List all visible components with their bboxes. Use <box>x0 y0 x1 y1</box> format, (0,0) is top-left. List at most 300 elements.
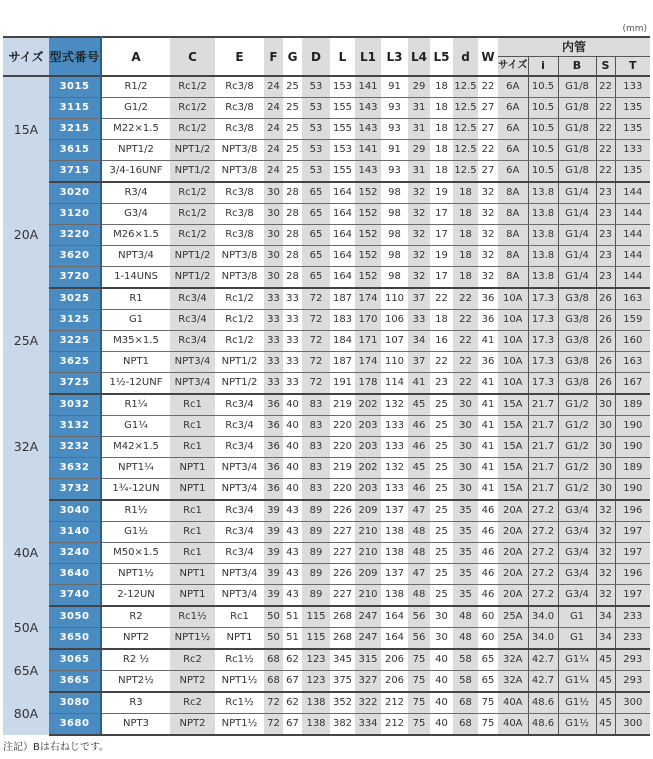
cell-L4: 33 <box>408 310 430 331</box>
cell-model: 3632 <box>49 458 101 479</box>
cell-D: 53 <box>302 76 330 98</box>
cell-G: 62 <box>283 692 302 714</box>
cell-S: 30 <box>596 479 615 501</box>
cell-C: Rc1/2 <box>170 98 215 119</box>
cell-S: 26 <box>596 331 615 352</box>
cell-L5: 25 <box>430 500 453 522</box>
cell-D: 53 <box>302 119 330 140</box>
header-inner-pipe: 内管 <box>498 37 650 57</box>
cell-D: 83 <box>302 437 330 458</box>
cell-F: 68 <box>264 649 283 671</box>
cell-L1: 247 <box>355 606 381 628</box>
cell-B: G1/8 <box>558 76 596 98</box>
cell-T: 144 <box>615 267 650 289</box>
cell-D: 89 <box>302 564 330 585</box>
cell-W: 46 <box>478 585 498 607</box>
cell-inner-size: 20A <box>498 522 528 543</box>
cell-W: 41 <box>478 331 498 352</box>
cell-G: 67 <box>283 671 302 693</box>
cell-S: 30 <box>596 437 615 458</box>
cell-W: 36 <box>478 288 498 310</box>
cell-T: 144 <box>615 182 650 204</box>
cell-model: 3740 <box>49 585 101 607</box>
cell-model: 3215 <box>49 119 101 140</box>
cell-C: Rc3/4 <box>170 310 215 331</box>
cell-L4: 48 <box>408 543 430 564</box>
cell-G: 28 <box>283 267 302 289</box>
cell-model: 3120 <box>49 204 101 225</box>
cell-model: 3040 <box>49 500 101 522</box>
cell-A: R1/2 <box>101 76 170 98</box>
cell-G: 33 <box>283 352 302 373</box>
cell-T: 160 <box>615 331 650 352</box>
cell-inner-size: 10A <box>498 373 528 395</box>
cell-L3: 132 <box>381 394 408 416</box>
cell-D: 72 <box>302 331 330 352</box>
cell-L5: 18 <box>430 310 453 331</box>
cell-L1: 152 <box>355 204 381 225</box>
cell-i: 27.2 <box>528 585 558 607</box>
size-group-label: 15A <box>3 76 49 182</box>
cell-E: Rc3/8 <box>215 98 264 119</box>
header-L5: L5 <box>430 37 453 76</box>
cell-C: Rc3/4 <box>170 331 215 352</box>
cell-T: 293 <box>615 649 650 671</box>
cell-L: 164 <box>330 182 355 204</box>
cell-L: 164 <box>330 225 355 246</box>
cell-C: Rc1/2 <box>170 182 215 204</box>
cell-L1: 178 <box>355 373 381 395</box>
cell-model: 3715 <box>49 161 101 183</box>
cell-G: 28 <box>283 204 302 225</box>
table-row <box>3 500 650 522</box>
cell-E: NPT3/8 <box>215 161 264 183</box>
cell-F: 24 <box>264 98 283 119</box>
cell-L3: 98 <box>381 246 408 267</box>
cell-L4: 37 <box>408 352 430 373</box>
cell-W: 65 <box>478 671 498 693</box>
cell-D: 72 <box>302 373 330 395</box>
cell-E: Rc3/4 <box>215 522 264 543</box>
cell-L5: 22 <box>430 352 453 373</box>
cell-E: NPT3/4 <box>215 458 264 479</box>
cell-W: 32 <box>478 225 498 246</box>
cell-d: 30 <box>453 416 478 437</box>
cell-L1: 203 <box>355 437 381 458</box>
cell-L3: 133 <box>381 479 408 501</box>
cell-L1: 141 <box>355 140 381 161</box>
cell-d: 18 <box>453 204 478 225</box>
size-group-label: 25A <box>3 288 49 394</box>
cell-d: 22 <box>453 331 478 352</box>
cell-B: G3/8 <box>558 352 596 373</box>
cell-L3: 133 <box>381 437 408 458</box>
cell-G: 25 <box>283 119 302 140</box>
cell-S: 45 <box>596 671 615 693</box>
header-T: T <box>615 57 650 77</box>
cell-D: 138 <box>302 714 330 736</box>
cell-i: 21.7 <box>528 458 558 479</box>
cell-W: 27 <box>478 98 498 119</box>
cell-D: 53 <box>302 140 330 161</box>
cell-G: 43 <box>283 543 302 564</box>
cell-D: 72 <box>302 310 330 331</box>
cell-T: 144 <box>615 225 650 246</box>
cell-inner-size: 8A <box>498 225 528 246</box>
cell-C: NPT1 <box>170 564 215 585</box>
cell-i: 27.2 <box>528 522 558 543</box>
cell-L1: 174 <box>355 288 381 310</box>
cell-model: 3625 <box>49 352 101 373</box>
cell-F: 33 <box>264 288 283 310</box>
cell-inner-size: 6A <box>498 161 528 183</box>
cell-F: 30 <box>264 267 283 289</box>
cell-E: Rc3/4 <box>215 543 264 564</box>
cell-S: 34 <box>596 628 615 650</box>
table-row <box>3 246 650 267</box>
cell-L1: 315 <box>355 649 381 671</box>
cell-T: 197 <box>615 543 650 564</box>
spec-table <box>3 36 650 736</box>
cell-S: 45 <box>596 714 615 736</box>
cell-L4: 48 <box>408 585 430 607</box>
cell-G: 51 <box>283 628 302 650</box>
cell-L5: 25 <box>430 479 453 501</box>
cell-E: NPT1/2 <box>215 352 264 373</box>
cell-W: 65 <box>478 649 498 671</box>
cell-L5: 17 <box>430 225 453 246</box>
cell-d: 30 <box>453 437 478 458</box>
cell-L5: 25 <box>430 585 453 607</box>
cell-A: M35×1.5 <box>101 331 170 352</box>
cell-B: G1/2 <box>558 437 596 458</box>
cell-C: Rc1½ <box>170 606 215 628</box>
cell-model: 3025 <box>49 288 101 310</box>
cell-inner-size: 6A <box>498 119 528 140</box>
cell-A: R1½ <box>101 500 170 522</box>
cell-G: 67 <box>283 714 302 736</box>
header-L1: L1 <box>355 37 381 76</box>
cell-E: NPT3/4 <box>215 479 264 501</box>
cell-L3: 91 <box>381 76 408 98</box>
cell-L: 345 <box>330 649 355 671</box>
cell-L4: 46 <box>408 479 430 501</box>
cell-G: 28 <box>283 246 302 267</box>
header-inner-size: サイズ <box>498 57 528 77</box>
cell-D: 123 <box>302 671 330 693</box>
cell-L1: 202 <box>355 394 381 416</box>
cell-model: 3125 <box>49 310 101 331</box>
cell-T: 144 <box>615 246 650 267</box>
cell-E: Rc3/4 <box>215 394 264 416</box>
cell-L4: 75 <box>408 692 430 714</box>
cell-L3: 138 <box>381 543 408 564</box>
cell-C: NPT1/2 <box>170 267 215 289</box>
cell-F: 24 <box>264 76 283 98</box>
cell-F: 36 <box>264 394 283 416</box>
cell-model: 3015 <box>49 76 101 98</box>
cell-L5: 25 <box>430 458 453 479</box>
cell-S: 23 <box>596 182 615 204</box>
cell-D: 53 <box>302 98 330 119</box>
cell-D: 89 <box>302 500 330 522</box>
cell-d: 12.5 <box>453 119 478 140</box>
header-S: S <box>596 57 615 77</box>
cell-L4: 47 <box>408 500 430 522</box>
cell-d: 68 <box>453 692 478 714</box>
cell-d: 22 <box>453 310 478 331</box>
cell-A: R3 <box>101 692 170 714</box>
cell-B: G1¼ <box>558 671 596 693</box>
cell-L: 220 <box>330 437 355 458</box>
cell-B: G3/4 <box>558 585 596 607</box>
cell-inner-size: 10A <box>498 352 528 373</box>
table-row <box>3 373 650 395</box>
cell-L5: 16 <box>430 331 453 352</box>
cell-B: G3/8 <box>558 288 596 310</box>
cell-L3: 107 <box>381 331 408 352</box>
cell-G: 43 <box>283 585 302 607</box>
cell-F: 33 <box>264 310 283 331</box>
cell-L5: 17 <box>430 267 453 289</box>
cell-i: 21.7 <box>528 479 558 501</box>
cell-L5: 30 <box>430 628 453 650</box>
cell-L: 155 <box>330 161 355 183</box>
cell-D: 65 <box>302 182 330 204</box>
cell-W: 75 <box>478 714 498 736</box>
cell-d: 48 <box>453 606 478 628</box>
cell-A: G3/4 <box>101 204 170 225</box>
table-row <box>3 76 650 98</box>
cell-L: 155 <box>330 98 355 119</box>
cell-d: 30 <box>453 394 478 416</box>
cell-B: G1 <box>558 606 596 628</box>
cell-inner-size: 6A <box>498 98 528 119</box>
cell-L1: 143 <box>355 161 381 183</box>
cell-T: 133 <box>615 140 650 161</box>
cell-C: NPT1 <box>170 585 215 607</box>
cell-T: 197 <box>615 522 650 543</box>
cell-F: 30 <box>264 204 283 225</box>
cell-A: G1 <box>101 310 170 331</box>
cell-i: 42.7 <box>528 649 558 671</box>
header-A: A <box>101 37 170 76</box>
cell-model: 3680 <box>49 714 101 736</box>
cell-B: G1/4 <box>558 182 596 204</box>
cell-A: G1¼ <box>101 416 170 437</box>
cell-L4: 32 <box>408 204 430 225</box>
table-row <box>3 331 650 352</box>
cell-model: 3140 <box>49 522 101 543</box>
cell-A: 3/4-16UNF <box>101 161 170 183</box>
cell-i: 17.3 <box>528 373 558 395</box>
cell-S: 32 <box>596 522 615 543</box>
cell-inner-size: 10A <box>498 331 528 352</box>
cell-i: 10.5 <box>528 119 558 140</box>
cell-L5: 22 <box>430 288 453 310</box>
table-row <box>3 714 650 736</box>
cell-L1: 334 <box>355 714 381 736</box>
cell-L5: 30 <box>430 606 453 628</box>
cell-model: 3020 <box>49 182 101 204</box>
cell-L5: 40 <box>430 692 453 714</box>
cell-E: NPT3/4 <box>215 585 264 607</box>
cell-L: 191 <box>330 373 355 395</box>
cell-G: 40 <box>283 437 302 458</box>
cell-B: G3/8 <box>558 373 596 395</box>
cell-B: G1¼ <box>558 649 596 671</box>
cell-B: G3/4 <box>558 564 596 585</box>
cell-E: Rc3/8 <box>215 76 264 98</box>
cell-d: 35 <box>453 522 478 543</box>
cell-inner-size: 20A <box>498 500 528 522</box>
cell-L1: 210 <box>355 543 381 564</box>
header-size: サイズ <box>3 37 49 76</box>
cell-L: 220 <box>330 479 355 501</box>
cell-inner-size: 8A <box>498 204 528 225</box>
cell-L5: 19 <box>430 246 453 267</box>
cell-inner-size: 15A <box>498 394 528 416</box>
cell-L4: 46 <box>408 416 430 437</box>
cell-A: NPT2 <box>101 628 170 650</box>
cell-i: 21.7 <box>528 394 558 416</box>
cell-i: 21.7 <box>528 416 558 437</box>
cell-W: 46 <box>478 564 498 585</box>
cell-C: Rc1 <box>170 543 215 564</box>
cell-L3: 138 <box>381 522 408 543</box>
cell-L3: 212 <box>381 692 408 714</box>
cell-B: G1/4 <box>558 246 596 267</box>
cell-W: 27 <box>478 119 498 140</box>
cell-S: 32 <box>596 585 615 607</box>
header-L3: L3 <box>381 37 408 76</box>
cell-L: 153 <box>330 76 355 98</box>
table-row <box>3 310 650 331</box>
cell-S: 30 <box>596 394 615 416</box>
cell-F: 30 <box>264 246 283 267</box>
cell-T: 293 <box>615 671 650 693</box>
cell-W: 41 <box>478 394 498 416</box>
cell-T: 135 <box>615 119 650 140</box>
cell-i: 27.2 <box>528 543 558 564</box>
cell-S: 23 <box>596 267 615 289</box>
cell-i: 27.2 <box>528 564 558 585</box>
cell-L4: 29 <box>408 140 430 161</box>
cell-L5: 25 <box>430 437 453 458</box>
header-G: G <box>283 37 302 76</box>
cell-d: 35 <box>453 500 478 522</box>
cell-L: 382 <box>330 714 355 736</box>
cell-B: G3/4 <box>558 522 596 543</box>
cell-L4: 45 <box>408 394 430 416</box>
cell-i: 10.5 <box>528 140 558 161</box>
cell-G: 43 <box>283 500 302 522</box>
cell-S: 22 <box>596 119 615 140</box>
table-row <box>3 437 650 458</box>
footnote: 注記）Bは右ねじです。 <box>3 742 110 753</box>
cell-model: 3725 <box>49 373 101 395</box>
cell-L1: 327 <box>355 671 381 693</box>
cell-E: NPT3/4 <box>215 564 264 585</box>
cell-model: 3620 <box>49 246 101 267</box>
cell-T: 197 <box>615 585 650 607</box>
cell-G: 62 <box>283 649 302 671</box>
cell-L: 352 <box>330 692 355 714</box>
cell-d: 18 <box>453 246 478 267</box>
cell-G: 28 <box>283 225 302 246</box>
cell-F: 39 <box>264 543 283 564</box>
cell-A: 2-12UN <box>101 585 170 607</box>
cell-d: 18 <box>453 267 478 289</box>
cell-A: R2 <box>101 606 170 628</box>
cell-L: 187 <box>330 288 355 310</box>
table-row <box>3 140 650 161</box>
header-L4: L4 <box>408 37 430 76</box>
cell-L3: 110 <box>381 352 408 373</box>
cell-d: 22 <box>453 352 478 373</box>
cell-inner-size: 10A <box>498 310 528 331</box>
cell-d: 58 <box>453 671 478 693</box>
cell-F: 39 <box>264 564 283 585</box>
cell-L3: 114 <box>381 373 408 395</box>
cell-L3: 206 <box>381 671 408 693</box>
cell-inner-size: 40A <box>498 692 528 714</box>
cell-i: 21.7 <box>528 437 558 458</box>
cell-i: 10.5 <box>528 76 558 98</box>
cell-L4: 32 <box>408 182 430 204</box>
cell-L: 375 <box>330 671 355 693</box>
cell-L1: 322 <box>355 692 381 714</box>
cell-A: M42×1.5 <box>101 437 170 458</box>
cell-W: 36 <box>478 310 498 331</box>
cell-model: 3720 <box>49 267 101 289</box>
cell-d: 12.5 <box>453 76 478 98</box>
cell-L: 187 <box>330 352 355 373</box>
cell-A: G1½ <box>101 522 170 543</box>
cell-W: 27 <box>478 161 498 183</box>
cell-L5: 17 <box>430 204 453 225</box>
cell-C: Rc3/4 <box>170 288 215 310</box>
cell-L1: 152 <box>355 225 381 246</box>
table-row <box>3 98 650 119</box>
cell-L3: 164 <box>381 606 408 628</box>
cell-W: 41 <box>478 458 498 479</box>
cell-L4: 29 <box>408 76 430 98</box>
cell-F: 39 <box>264 500 283 522</box>
cell-C: Rc1/2 <box>170 204 215 225</box>
cell-L4: 32 <box>408 267 430 289</box>
cell-W: 41 <box>478 479 498 501</box>
cell-L1: 152 <box>355 182 381 204</box>
cell-L1: 202 <box>355 458 381 479</box>
cell-i: 10.5 <box>528 161 558 183</box>
cell-T: 163 <box>615 352 650 373</box>
cell-model: 3650 <box>49 628 101 650</box>
cell-S: 22 <box>596 140 615 161</box>
cell-inner-size: 20A <box>498 585 528 607</box>
cell-T: 190 <box>615 437 650 458</box>
cell-L: 227 <box>330 522 355 543</box>
cell-L3: 138 <box>381 585 408 607</box>
cell-i: 34.0 <box>528 606 558 628</box>
cell-T: 135 <box>615 161 650 183</box>
cell-L4: 34 <box>408 331 430 352</box>
cell-W: 22 <box>478 140 498 161</box>
cell-i: 48.6 <box>528 714 558 736</box>
cell-i: 13.8 <box>528 182 558 204</box>
cell-C: NPT3/4 <box>170 352 215 373</box>
cell-A: R1¼ <box>101 394 170 416</box>
